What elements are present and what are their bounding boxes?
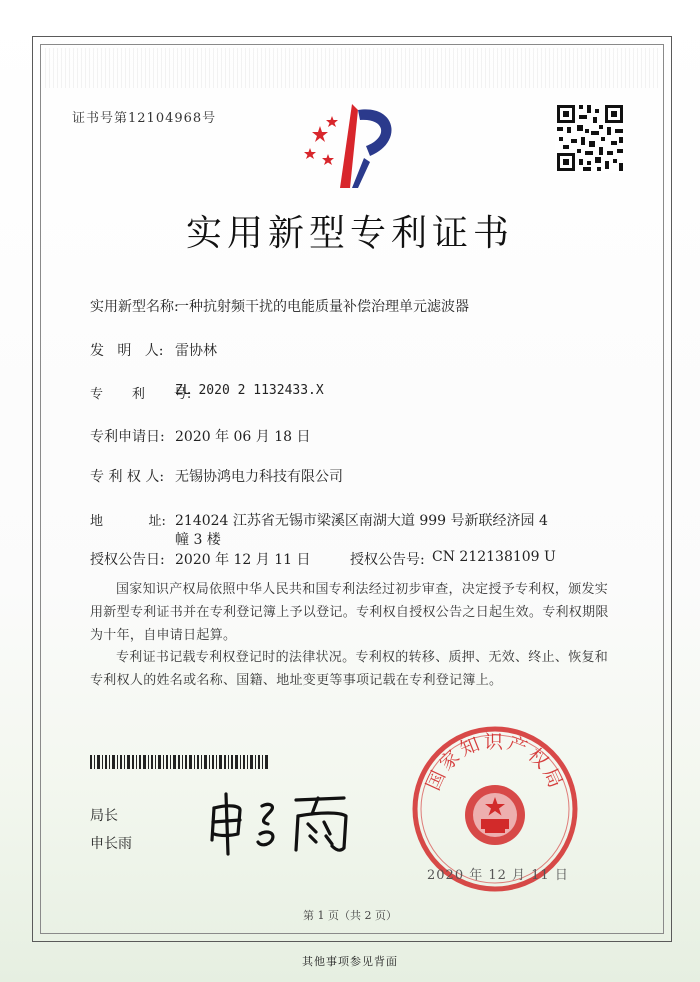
address-line-2: 幢 3 楼 xyxy=(175,532,221,548)
utility-model-name-value: 一种抗射频干扰的电能质量补偿治理单元滤波器 xyxy=(175,299,469,315)
qr-code-icon xyxy=(555,103,625,173)
patent-number-value: ZL 2020 2 1132433.X xyxy=(175,383,324,398)
certificate-number: 证书号第12104968号 xyxy=(72,111,217,126)
footer-note: 其他事项参见背面 xyxy=(302,955,398,968)
director-name: 申长雨 xyxy=(90,836,132,852)
grant-statement-paragraph: 国家知识产权局依照中华人民共和国专利法经过初步审查，决定授予专利权，颁发实用新型专利证书并在专利登记簿上予以登记。专利权自授权公告之日起生效。专利权期限为十年，自申请日起算。 xyxy=(90,582,609,643)
seal-text: 国家知识产权局 xyxy=(422,730,568,794)
address-line-1: 214024 江苏省无锡市梁溪区南湖大道 999 号新联经济园 4 xyxy=(175,513,548,529)
legal-status-paragraph: 专利证书记载专利权登记时的法律状况。专利权的转移、质押、无效、终止、恢复和专利权人的姓名或名称、国籍、地址变更等事项记载在专利登记簿上。 xyxy=(90,650,609,688)
grant-number-value: CN 212138109 U xyxy=(432,549,556,565)
filing-date-value: 2020 年 06 月 18 日 xyxy=(175,429,311,445)
svg-text:国家知识产权局 xyxy=(422,731,568,794)
certificate-title: 实用新型专利证书 xyxy=(185,213,514,254)
barcode-icon xyxy=(90,755,270,769)
seal-date: 2020 年 12 月 11 日 xyxy=(427,868,569,883)
grant-date-label: 授权公告日: xyxy=(90,552,165,568)
patent-number-label: 专 利 号: xyxy=(90,387,192,402)
filing-date-label: 专利申请日: xyxy=(90,429,165,445)
grant-number-label: 授权公告号: xyxy=(350,552,425,568)
address-label: 地 址: xyxy=(90,514,166,529)
cnipa-logo-icon xyxy=(300,100,405,192)
director-signature xyxy=(200,788,360,858)
patentee-label: 专 利 权 人: xyxy=(90,469,165,485)
national-emblem-icon xyxy=(465,785,525,845)
director-title: 局长 xyxy=(90,808,118,824)
grant-date-value: 2020 年 12 月 11 日 xyxy=(175,552,311,568)
utility-model-name-label: 实用新型名称: xyxy=(90,299,179,315)
inventor-value: 雷协林 xyxy=(175,343,217,359)
patentee-value: 无锡协鸿电力科技有限公司 xyxy=(175,469,343,485)
decorative-pattern xyxy=(45,48,659,88)
inventor-label: 发 明 人: xyxy=(90,343,164,359)
page-indicator: 第 1 页（共 2 页） xyxy=(303,909,397,922)
